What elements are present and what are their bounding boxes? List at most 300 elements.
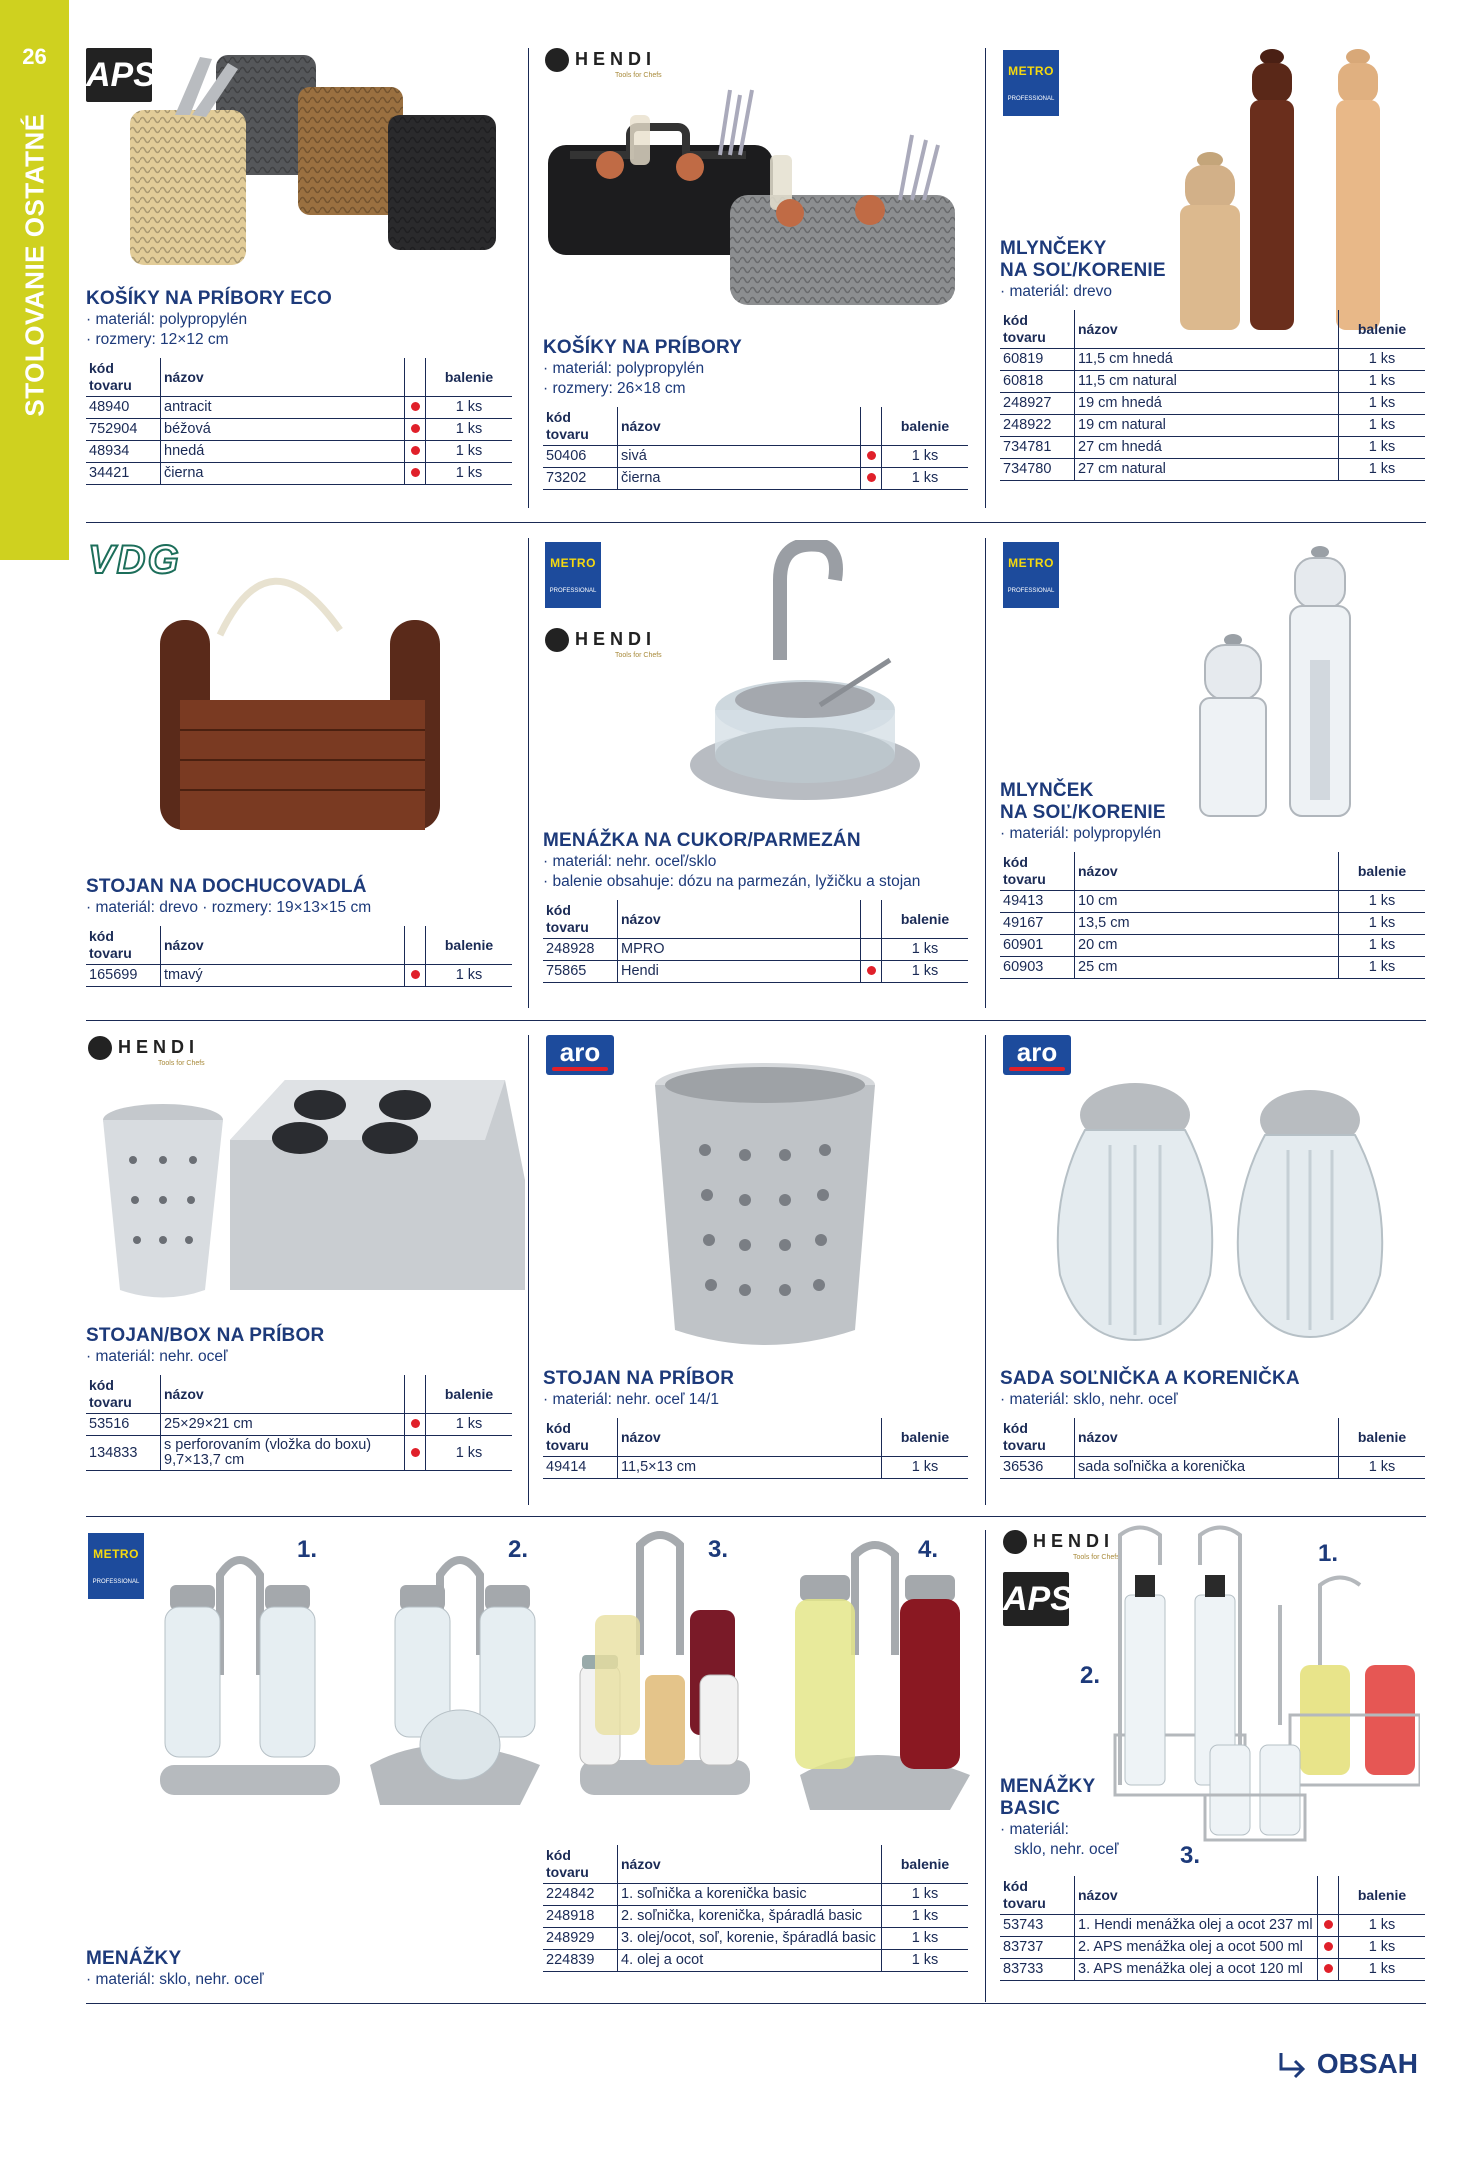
- header-code: kód tovaru: [1000, 1876, 1075, 1915]
- cell-code: 134833: [86, 1436, 161, 1471]
- product-block-cruets: [86, 1948, 506, 1990]
- product-block-cutlery-box: [86, 1325, 512, 1471]
- product-block-salt-pepper-set: [1000, 1368, 1425, 1479]
- cell-name: čierna: [161, 463, 405, 485]
- cell-pack: 1 ks: [1339, 459, 1426, 481]
- metro-logo: [88, 1533, 144, 1599]
- cell-code: 248918: [543, 1906, 618, 1928]
- cell-pack: 1 ks: [882, 1884, 969, 1906]
- hendi-logo-text: HENDI: [575, 628, 657, 649]
- cell-code: 83737: [1000, 1937, 1075, 1959]
- product-table: [86, 358, 512, 485]
- cell-pack: 1 ks: [882, 468, 969, 490]
- cell-pack: 1 ks: [1339, 1959, 1426, 1981]
- item-number: 3.: [708, 1536, 729, 1563]
- cell-code: 60818: [1000, 371, 1075, 393]
- product-block-cutlery-holder: [543, 1368, 968, 1479]
- cell-name: béžová: [161, 419, 405, 441]
- product-title-line2: BASIC: [1000, 1798, 1061, 1819]
- header-pack: balenie: [882, 1418, 969, 1457]
- header-code: kód tovaru: [543, 407, 618, 446]
- hendi-logo: [545, 48, 662, 78]
- availability-dot: [1324, 1964, 1333, 1973]
- product-title-line2: NA SOĽ/KORENIE: [1000, 260, 1166, 281]
- product-image-cruet-sets: [140, 1525, 980, 1815]
- product-image-salt-pepper-set: [1040, 1075, 1410, 1345]
- product-title: KOŠÍKY NA PRÍBORY: [543, 337, 743, 358]
- hendi-tagline: Tools for Chefs: [158, 1060, 205, 1067]
- cell-pack: 1 ks: [1339, 393, 1426, 415]
- table-header: [1000, 1418, 1425, 1457]
- cell-pack: 1 ks: [882, 961, 969, 983]
- table-row: [543, 1928, 968, 1950]
- product-spec: · materiál: drevo: [1000, 283, 1112, 300]
- cell-dot: [405, 463, 426, 485]
- obsah-link[interactable]: [1277, 2048, 1418, 2081]
- header-name: názov: [618, 1845, 882, 1884]
- cell-code: 53516: [86, 1414, 161, 1436]
- product-table: [543, 407, 968, 490]
- cell-name: 11,5×13 cm: [618, 1457, 882, 1479]
- cell-code: 50406: [543, 446, 618, 468]
- table-row: [1000, 891, 1425, 913]
- cell-dot: [861, 961, 882, 983]
- cell-code: 60901: [1000, 935, 1075, 957]
- header-name: názov: [161, 358, 405, 397]
- cell-code: 49413: [1000, 891, 1075, 913]
- metro-logo-text: METRO: [93, 1547, 139, 1561]
- header-pack: balenie: [426, 358, 513, 397]
- item-number: 1.: [297, 1536, 318, 1563]
- metro-logo-sub: PROFESSIONAL: [549, 588, 597, 594]
- table-row: [1000, 935, 1425, 957]
- availability-dot: [1324, 1920, 1333, 1929]
- cell-pack: 1 ks: [426, 965, 513, 987]
- availability-dot: [411, 1448, 420, 1457]
- cell-dot: [1318, 1937, 1339, 1959]
- availability-dot: [411, 424, 420, 433]
- cell-name: 20 cm: [1075, 935, 1339, 957]
- table-row: [86, 419, 512, 441]
- hendi-logo-text: HENDI: [575, 48, 657, 69]
- aps-logo: APS: [86, 48, 152, 102]
- return-arrow-icon: [1277, 2051, 1311, 2081]
- product-title: MLYNČEK: [1000, 780, 1094, 801]
- table-header: [86, 358, 512, 397]
- section-title-wrap: [19, 113, 50, 417]
- header-code: kód tovaru: [86, 358, 161, 397]
- page-number: 26: [22, 44, 47, 69]
- table-row: [1000, 1959, 1425, 1981]
- cell-name: 19 cm hnedá: [1075, 393, 1339, 415]
- cell-pack: 1 ks: [1339, 371, 1426, 393]
- header-code: kód tovaru: [1000, 310, 1075, 349]
- header-pack: balenie: [426, 1375, 513, 1414]
- cell-code: 734781: [1000, 437, 1075, 459]
- cell-dot: [1318, 1915, 1339, 1937]
- header-code: kód tovaru: [543, 1845, 618, 1884]
- cell-code: 36536: [1000, 1457, 1075, 1479]
- product-spec: · rozmery: 26×18 cm: [543, 380, 686, 397]
- metro-logo-sub: PROFESSIONAL: [1007, 588, 1055, 594]
- product-table-cruets: [543, 1845, 968, 1972]
- product-spec: · balenie obsahuje: dózu na parmezán, lyžičku a stojan: [543, 873, 921, 890]
- availability-dot: [411, 446, 420, 455]
- cell-code: 248927: [1000, 393, 1075, 415]
- cell-name: 27 cm hnedá: [1075, 437, 1339, 459]
- product-block-condiment-caddy: [86, 876, 512, 987]
- cell-code: 34421: [86, 463, 161, 485]
- cell-name: 2. soľnička, korenička, špáradlá basic: [618, 1906, 882, 1928]
- product-title: MLYNČEKY: [1000, 238, 1107, 259]
- product-table: [543, 1418, 968, 1479]
- availability-dot: [411, 402, 420, 411]
- cell-name: 2. APS menážka olej a ocot 500 ml: [1075, 1937, 1318, 1959]
- product-spec: · rozmery: 12×12 cm: [86, 331, 229, 348]
- table-row: [86, 441, 512, 463]
- product-spec: · materiál:: [1000, 1821, 1069, 1838]
- cell-name: 25 cm: [1075, 957, 1339, 979]
- cell-code: 73202: [543, 468, 618, 490]
- table-row: [86, 397, 512, 419]
- table-row: [543, 468, 968, 490]
- availability-dot: [1324, 1942, 1333, 1951]
- cell-pack: 1 ks: [426, 419, 513, 441]
- product-spec: · materiál: polypropylén: [86, 311, 248, 328]
- table-row: [1000, 349, 1425, 371]
- table-header: [1000, 1876, 1425, 1915]
- table-header: [543, 407, 968, 446]
- cell-name: 19 cm natural: [1075, 415, 1339, 437]
- cell-code: 224842: [543, 1884, 618, 1906]
- col-divider: [985, 538, 986, 1008]
- cell-name: 25×29×21 cm: [161, 1414, 405, 1436]
- product-table: [543, 1845, 968, 1972]
- cell-pack: 1 ks: [426, 441, 513, 463]
- product-image-parmesan-dish: [680, 540, 930, 810]
- table-header: [1000, 310, 1425, 349]
- header-dot: [405, 358, 426, 397]
- cell-name: 3. olej/ocot, soľ, korenie, špáradlá basic: [618, 1928, 882, 1950]
- cell-name: sivá: [618, 446, 861, 468]
- header-name: názov: [618, 1418, 882, 1457]
- table-header: [1000, 852, 1425, 891]
- cell-name: Hendi: [618, 961, 861, 983]
- product-table: [1000, 1876, 1425, 1981]
- product-image-cutlery-box: [85, 1060, 525, 1320]
- cell-pack: 1 ks: [1339, 1937, 1426, 1959]
- cell-name: s perforovaním (vložka do boxu) 9,7×13,7 cm: [161, 1436, 405, 1471]
- cell-name: 27 cm natural: [1075, 459, 1339, 481]
- cell-name: čierna: [618, 468, 861, 490]
- product-image-wooden-caddy: [150, 540, 450, 840]
- cell-code: 248928: [543, 939, 618, 961]
- cell-pack: 1 ks: [1339, 1457, 1426, 1479]
- header-name: názov: [1075, 1876, 1318, 1915]
- cell-dot: [861, 939, 882, 961]
- col-divider: [528, 48, 529, 508]
- availability-dot: [411, 1419, 420, 1428]
- header-code: kód tovaru: [543, 1418, 618, 1457]
- cell-code: 49167: [1000, 913, 1075, 935]
- cell-name: tmavý: [161, 965, 405, 987]
- cell-pack: 1 ks: [882, 939, 969, 961]
- product-spec: · materiál: nehr. oceľ/sklo: [543, 853, 717, 870]
- product-title: MENÁŽKY: [1000, 1776, 1096, 1797]
- cell-pack: 1 ks: [1339, 437, 1426, 459]
- cell-name: MPRO: [618, 939, 861, 961]
- cell-code: 60903: [1000, 957, 1075, 979]
- row-divider: [86, 1516, 1426, 1517]
- header-name: názov: [1075, 310, 1339, 349]
- cell-dot: [405, 419, 426, 441]
- header-pack: balenie: [426, 926, 513, 965]
- product-image-cutlery-baskets: [540, 85, 980, 335]
- table-row: [1000, 371, 1425, 393]
- product-title: STOJAN/BOX NA PRÍBOR: [86, 1325, 325, 1346]
- cell-name: 10 cm: [1075, 891, 1339, 913]
- cell-pack: 1 ks: [1339, 891, 1426, 913]
- header-code: kód tovaru: [1000, 1418, 1075, 1457]
- hendi-mark-icon: [545, 48, 569, 72]
- header-dot: [861, 407, 882, 446]
- table-row: [543, 1884, 968, 1906]
- header-pack: balenie: [1339, 1418, 1426, 1457]
- cell-dot: [405, 965, 426, 987]
- cell-dot: [405, 1414, 426, 1436]
- header-pack: balenie: [882, 900, 969, 939]
- cell-code: 224839: [543, 1950, 618, 1972]
- product-spec: · materiál: sklo, nehr. oceľ: [1000, 1391, 1178, 1408]
- header-name: názov: [618, 900, 861, 939]
- header-code: kód tovaru: [1000, 852, 1075, 891]
- cell-name: 4. olej a ocot: [618, 1950, 882, 1972]
- hendi-tagline: Tools for Chefs: [615, 72, 662, 79]
- cell-code: 60819: [1000, 349, 1075, 371]
- hendi-mark-icon: [1003, 1530, 1027, 1554]
- header-dot: [405, 1375, 426, 1414]
- cell-pack: 1 ks: [1339, 349, 1426, 371]
- cell-pack: 1 ks: [882, 1950, 969, 1972]
- hendi-logo: [545, 628, 662, 658]
- cell-name: 11,5 cm hnedá: [1075, 349, 1339, 371]
- product-table: [1000, 852, 1425, 979]
- product-table: [1000, 1418, 1425, 1479]
- hendi-logo-text: HENDI: [1033, 1530, 1115, 1551]
- table-row: [1000, 415, 1425, 437]
- cell-pack: 1 ks: [1339, 957, 1426, 979]
- cell-pack: 1 ks: [882, 446, 969, 468]
- table-row: [543, 1457, 968, 1479]
- cell-dot: [861, 468, 882, 490]
- product-spec: · materiál: sklo, nehr. oceľ: [86, 1971, 264, 1988]
- cell-code: 48940: [86, 397, 161, 419]
- product-block-cutlery-baskets: [543, 337, 968, 490]
- col-divider: [985, 1035, 986, 1505]
- table-header: [543, 1418, 968, 1457]
- item-number: 4.: [918, 1536, 939, 1563]
- product-spec: · materiál: nehr. oceľ 14/1: [543, 1391, 719, 1408]
- table-row: [1000, 1937, 1425, 1959]
- aro-logo: aro: [1003, 1035, 1071, 1075]
- product-image-cutlery-holder: [645, 1060, 885, 1360]
- cell-code: 75865: [543, 961, 618, 983]
- header-dot: [861, 900, 882, 939]
- header-pack: balenie: [882, 1845, 969, 1884]
- availability-dot: [411, 970, 420, 979]
- cell-code: 248929: [543, 1928, 618, 1950]
- item-number: 2.: [1080, 1662, 1101, 1689]
- cell-pack: 1 ks: [426, 1414, 513, 1436]
- vdg-logo: VDG: [88, 538, 181, 582]
- cell-dot: [405, 1436, 426, 1471]
- header-pack: balenie: [1339, 310, 1426, 349]
- cell-dot: [405, 441, 426, 463]
- header-dot: [1318, 1876, 1339, 1915]
- cell-dot: [861, 446, 882, 468]
- cell-pack: 1 ks: [426, 397, 513, 419]
- cell-code: 165699: [86, 965, 161, 987]
- header-name: názov: [1075, 852, 1339, 891]
- cell-pack: 1 ks: [882, 1928, 969, 1950]
- row-divider: [86, 2003, 1426, 2004]
- table-row: [1000, 437, 1425, 459]
- cell-code: 48934: [86, 441, 161, 463]
- header-code: kód tovaru: [86, 1375, 161, 1414]
- product-title: MENÁŽKA NA CUKOR/PARMEZÁN: [543, 830, 861, 851]
- cell-code: 49414: [543, 1457, 618, 1479]
- hendi-mark-icon: [88, 1036, 112, 1060]
- table-row: [86, 965, 512, 987]
- product-spec: · materiál: drevo · rozmery: 19×13×15 cm: [86, 899, 372, 916]
- table-header: [543, 900, 968, 939]
- table-row: [1000, 459, 1425, 481]
- product-spec: · materiál: polypropylén: [543, 360, 705, 377]
- hendi-tagline: Tools for Chefs: [1073, 1554, 1120, 1561]
- cell-code: 248922: [1000, 415, 1075, 437]
- metro-logo-sub: PROFESSIONAL: [1007, 96, 1055, 102]
- aps-logo: APS: [1003, 1572, 1069, 1626]
- availability-dot: [411, 468, 420, 477]
- cell-code: 53743: [1000, 1915, 1075, 1937]
- availability-dot: [867, 473, 876, 482]
- header-code: kód tovaru: [543, 900, 618, 939]
- cell-pack: 1 ks: [1339, 1915, 1426, 1937]
- cell-name: antracit: [161, 397, 405, 419]
- cell-pack: 1 ks: [426, 463, 513, 485]
- header-pack: balenie: [1339, 852, 1426, 891]
- col-divider: [985, 48, 986, 508]
- cell-pack: 1 ks: [1339, 415, 1426, 437]
- cell-pack: 1 ks: [1339, 913, 1426, 935]
- hendi-mark-icon: [545, 628, 569, 652]
- cell-code: 734780: [1000, 459, 1075, 481]
- cell-pack: 1 ks: [882, 1906, 969, 1928]
- col-divider: [528, 538, 529, 1008]
- metro-logo-text: METRO: [1008, 64, 1054, 78]
- product-image-acrylic-mills: [1180, 540, 1380, 820]
- product-block-parmesan-dish: [543, 830, 968, 983]
- cell-name: 13,5 cm: [1075, 913, 1339, 935]
- table-row: [543, 961, 968, 983]
- metro-logo: [1003, 50, 1059, 116]
- row-divider: [86, 522, 1426, 523]
- product-image-eco-baskets: [120, 45, 520, 285]
- table-row: [543, 446, 968, 468]
- availability-dot: [867, 451, 876, 460]
- product-title: KOŠÍKY NA PRÍBORY ECO: [86, 288, 332, 309]
- cell-name: sada soľnička a korenička: [1075, 1457, 1339, 1479]
- metro-logo-text: METRO: [550, 556, 596, 570]
- table-row: [1000, 1457, 1425, 1479]
- hendi-logo-text: HENDI: [118, 1036, 200, 1057]
- cell-dot: [1318, 1959, 1339, 1981]
- table-row: [1000, 393, 1425, 415]
- table-row: [86, 1436, 512, 1471]
- cell-code: 752904: [86, 419, 161, 441]
- row-divider: [86, 1020, 1426, 1021]
- product-title: MENÁŽKY: [86, 1948, 182, 1969]
- product-table: [1000, 310, 1425, 481]
- cell-pack: 1 ks: [426, 1436, 513, 1471]
- metro-logo-sub: PROFESSIONAL: [92, 1579, 140, 1585]
- cell-name: 1. soľnička a korenička basic: [618, 1884, 882, 1906]
- product-title: SADA SOĽNIČKA A KORENIČKA: [1000, 1368, 1300, 1389]
- table-row: [543, 1950, 968, 1972]
- header-dot: [405, 926, 426, 965]
- header-pack: balenie: [882, 407, 969, 446]
- product-spec: · materiál: nehr. oceľ: [86, 1348, 228, 1365]
- table-row: [543, 1906, 968, 1928]
- aro-logo: aro: [546, 1035, 614, 1075]
- metro-logo-text: METRO: [1008, 556, 1054, 570]
- table-row: [86, 463, 512, 485]
- item-number: 3.: [1180, 1842, 1201, 1869]
- item-number: 1.: [1318, 1540, 1339, 1567]
- header-name: názov: [618, 407, 861, 446]
- cell-name: hnedá: [161, 441, 405, 463]
- table-header: [86, 1375, 512, 1414]
- metro-logo: [545, 542, 601, 608]
- product-table: [86, 926, 512, 987]
- product-title: STOJAN NA PRÍBOR: [543, 1368, 735, 1389]
- cell-code: 83733: [1000, 1959, 1075, 1981]
- table-header: [543, 1845, 968, 1884]
- table-row: [1000, 1915, 1425, 1937]
- section-title: STOLOVANIE OSTATNÉ: [19, 113, 50, 417]
- product-title: STOJAN NA DOCHUCOVADLÁ: [86, 876, 367, 897]
- table-row: [86, 1414, 512, 1436]
- availability-dot: [867, 966, 876, 975]
- cell-pack: 1 ks: [882, 1457, 969, 1479]
- header-code: kód tovaru: [86, 926, 161, 965]
- cell-name: 1. Hendi menážka olej a ocot 237 ml: [1075, 1915, 1318, 1937]
- product-title-line2: NA SOĽ/KORENIE: [1000, 802, 1166, 823]
- cell-pack: 1 ks: [1339, 935, 1426, 957]
- header-name: názov: [161, 1375, 405, 1414]
- cell-name: 11,5 cm natural: [1075, 371, 1339, 393]
- header-name: názov: [1075, 1418, 1339, 1457]
- header-name: názov: [161, 926, 405, 965]
- product-block-acrylic-mills: [1000, 780, 1425, 979]
- header-pack: balenie: [1339, 1876, 1426, 1915]
- col-divider: [528, 1035, 529, 1505]
- product-spec: sklo, nehr. oceľ: [1014, 1841, 1119, 1858]
- product-block-eco-baskets: [86, 288, 512, 485]
- product-table: [543, 900, 968, 983]
- table-row: [543, 939, 968, 961]
- hendi-tagline: Tools for Chefs: [615, 652, 662, 659]
